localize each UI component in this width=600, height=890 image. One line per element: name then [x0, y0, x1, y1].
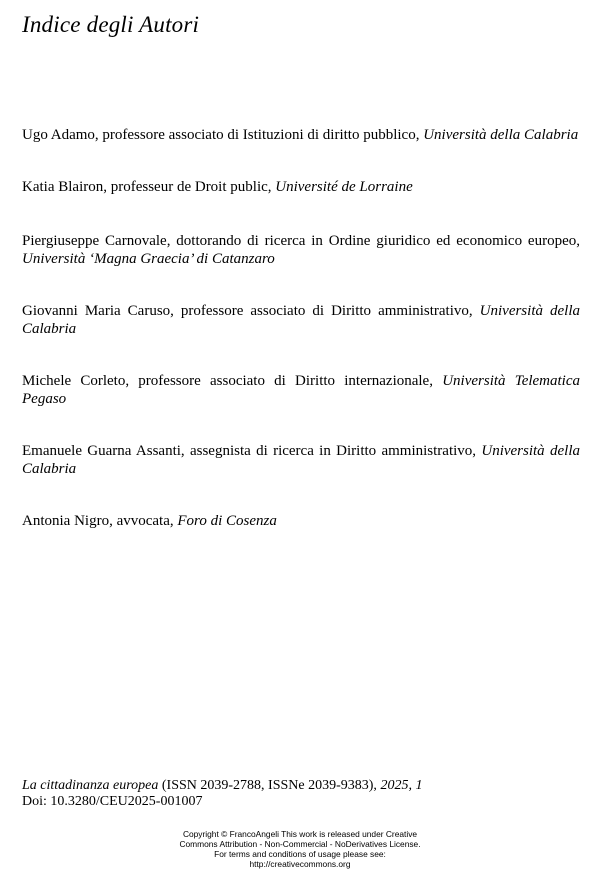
author-description: Emanuele Guarna Assanti, assegnista di ricerca in Diritto amministrativo, [22, 443, 477, 459]
author-description: Giovanni Maria Caruso, professore associato di Diritto amministrativo, [22, 303, 473, 319]
author-entry [22, 302, 580, 338]
author-list [22, 126, 580, 564]
author-entry [22, 512, 580, 530]
author-description: Antonia Nigro, avvocata, [22, 513, 174, 529]
author-institution: Università della Calabria [22, 443, 580, 477]
author-entry [22, 126, 580, 144]
copyright-line: Copyright © FrancoAngeli This work is released under Creative [182, 829, 418, 839]
author-entry [22, 178, 580, 196]
author-description: Katia Blairon, professeur de Droit public, [22, 179, 272, 195]
journal-line [22, 778, 582, 794]
author-entry [22, 372, 580, 408]
author-institution: Università della Calabria [22, 303, 580, 337]
author-description: Piergiuseppe Carnovale, dottorando di ricerca in Ordine giuridico ed economico europeo, [22, 233, 580, 249]
journal-name: La cittadinanza europea [22, 778, 159, 793]
copyright-line: Commons Attribution - Non-Commercial - NoDerivatives License. [179, 839, 421, 849]
author-description: Ugo Adamo, professore associato di Istituzioni di diritto pubblico, [22, 127, 420, 143]
copyright-notice [0, 829, 600, 869]
page-title: Indice degli Autori [22, 12, 200, 37]
author-institution: Université de Lorraine [275, 179, 413, 195]
author-entry [22, 232, 580, 268]
copyright-link[interactable]: http://creativecommons.org [249, 859, 351, 869]
author-institution: Università della Calabria [423, 127, 579, 143]
journal-citation [22, 778, 582, 810]
author-institution: Foro di Cosenza [177, 513, 277, 529]
journal-doi: Doi: 10.3280/CEU2025-001007 [22, 794, 203, 809]
journal-issue: 2025, 1 [380, 778, 423, 793]
author-description: Michele Corleto, professore associato di Diritto internazionale, [22, 373, 433, 389]
copyright-line: For terms and conditions of usage please see: [214, 849, 386, 859]
author-institution: Università ‘Magna Graecia’ di Catanzaro [22, 251, 275, 267]
author-entry [22, 442, 580, 478]
journal-issn: (ISSN 2039-2788, ISSNe 2039-9383), [161, 778, 377, 793]
author-institution: Università Telematica Pegaso [22, 373, 581, 407]
